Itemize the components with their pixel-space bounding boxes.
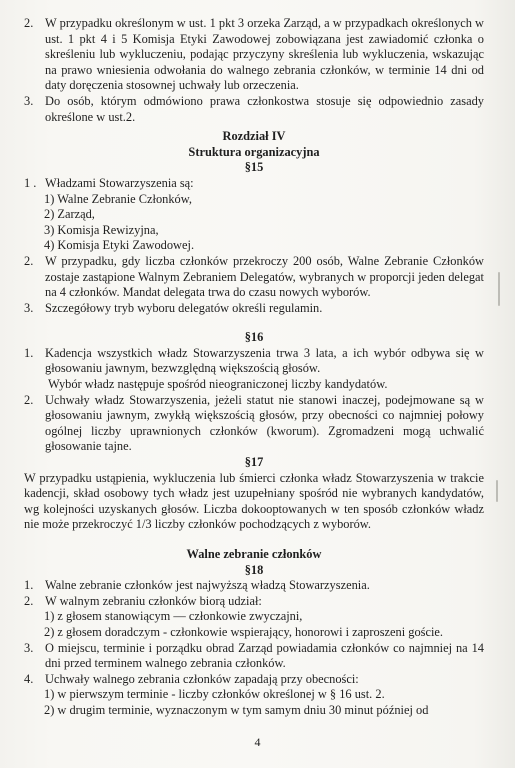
- section-heading: §18: [244, 562, 264, 577]
- page-content: [24, 16, 484, 719]
- item-text: Uchwały władz Stowarzyszenia, jeżeli statut nie stanowi inaczej, podejmowane są w głosowaniu jawnym, zwykłą większością głosów, przy obecności co najmniej połowy ogólnej liczby uprawnionych członków (kworum). Zgromadzeni mogą uchwalić głosowanie tajne.: [45, 392, 484, 454]
- sub-item: 3) Komisja Rewizyjna,: [44, 222, 159, 237]
- item-text: Kadencja wszystkich władz Stowarzyszenia trwa 3 lata, a ich wybór odbywa się w głosowaniu jawnym, bezwzględną większością głosów.: [45, 345, 484, 376]
- item-number: 1.: [24, 578, 34, 593]
- item-number: 4.: [24, 671, 34, 686]
- item-number: 2.: [24, 16, 34, 30]
- scan-edge-mark: [496, 480, 498, 502]
- list-item: [24, 94, 484, 125]
- item-text: Do osób, którym odmówiono prawa członkostwa stosuje się odpowiednio zasady określone w ust.2.: [45, 93, 484, 124]
- item-number: 3.: [24, 93, 34, 108]
- list-item: [24, 254, 484, 301]
- sub-item: 2) w drugim terminie, wyznaczonym w tym samym dniu 30 minut później od: [44, 702, 429, 717]
- scan-edge-mark: [498, 272, 500, 306]
- chapter-subtitle: Struktura organizacyjna: [188, 144, 320, 159]
- list-item: [24, 578, 484, 594]
- item-text: Walne zebranie członków jest najwyższą władzą Stowarzyszenia.: [45, 578, 370, 593]
- section-heading: §15: [244, 160, 264, 175]
- item-note: Wybór władz następuje spośród nieograniczonej liczby kandydatów.: [48, 377, 388, 392]
- list-item: [24, 672, 484, 688]
- list-item: [24, 393, 484, 455]
- list-item: [24, 176, 484, 192]
- item-number: 1.: [24, 345, 34, 360]
- item-number: 3.: [24, 300, 34, 315]
- sub-item: 1) Walne Zebranie Członków,: [44, 191, 192, 206]
- item-text: O miejscu, terminie i porządku obrad Zarząd powiadamia członków co najmniej na 14 dni przed terminem walnego zebrania członków.: [45, 640, 484, 671]
- item-number: 2.: [24, 392, 34, 407]
- chapter-title: Rozdział IV: [222, 129, 286, 144]
- item-text: Uchwały walnego zebrania członków zapadają przy obecności:: [45, 671, 359, 686]
- paragraph: W przypadku ustąpienia, wykluczenia lub śmierci członka władz Stowarzyszenia w trakcie kadencji, skład osobowy tych władz jest uzupełniany spośród nie wybranych kandydatów, wg kolejności uzyskanych głosów. Liczba dokooptowanych w ten sposób członków władz nie może przekroczyć 1/3 liczby członków pochodzących z wyborów.: [24, 470, 484, 532]
- list-item: [24, 346, 484, 377]
- sub-item: 1) w pierwszym terminie - liczby członków określonej w § 16 ust. 2.: [44, 687, 385, 702]
- list-item: [24, 301, 484, 317]
- sub-item: 1) z głosem stanowiącym — członkowie zwyczajni,: [44, 609, 303, 624]
- sub-item: 2) Zarząd,: [44, 207, 95, 222]
- item-number: 2.: [24, 593, 34, 608]
- list-item: [24, 641, 484, 672]
- chapter-subtitle: Walne zebranie członków: [186, 547, 322, 561]
- item-text: W przypadku określonym w ust. 1 pkt 3 orzeka Zarząd, a w przypadkach określonych w ust. 1 pkt 4 i 5 Komisja Etyki Zawodowej zobowiązana jest zawiadomić członka o skreśleniu lub wykluczeniu, podając przyczyny skreślenia lub wykluczenia, wskazując na prawo wniesienia odwołania do walnego zebrania członków, w terminie 14 dni od daty doręczenia stosownej uchwały lub orzeczenia.: [45, 16, 484, 93]
- item-number: 1 .: [24, 175, 37, 190]
- list-item: [24, 16, 484, 94]
- item-text: Szczegółowy tryb wyboru delegatów określi regulamin.: [45, 300, 323, 315]
- item-number: 2.: [24, 253, 34, 268]
- sub-item: 2) z głosem doradczym - członkowie wspierający, honorowi i zaproszeni goście.: [44, 624, 443, 639]
- list-item: [24, 594, 484, 610]
- item-text: Władzami Stowarzyszenia są:: [45, 175, 194, 190]
- item-number: 3.: [24, 640, 34, 655]
- sub-item: 4) Komisja Etyki Zawodowej.: [44, 238, 195, 253]
- item-text: W przypadku, gdy liczba członków przekroczy 200 osób, Walne Zebranie Członków zostaje zastąpione Walnym Zebraniem Delegatów, wybranych w proporcji jeden delegat na 4 członków. Mandat delegata trwa do czasu nowych wyborów.: [45, 253, 484, 300]
- page-number: 4: [254, 735, 261, 749]
- section-heading: §17: [244, 455, 264, 470]
- item-text: W walnym zebraniu członków biorą udział:: [45, 593, 262, 608]
- section-heading: §16: [244, 330, 264, 345]
